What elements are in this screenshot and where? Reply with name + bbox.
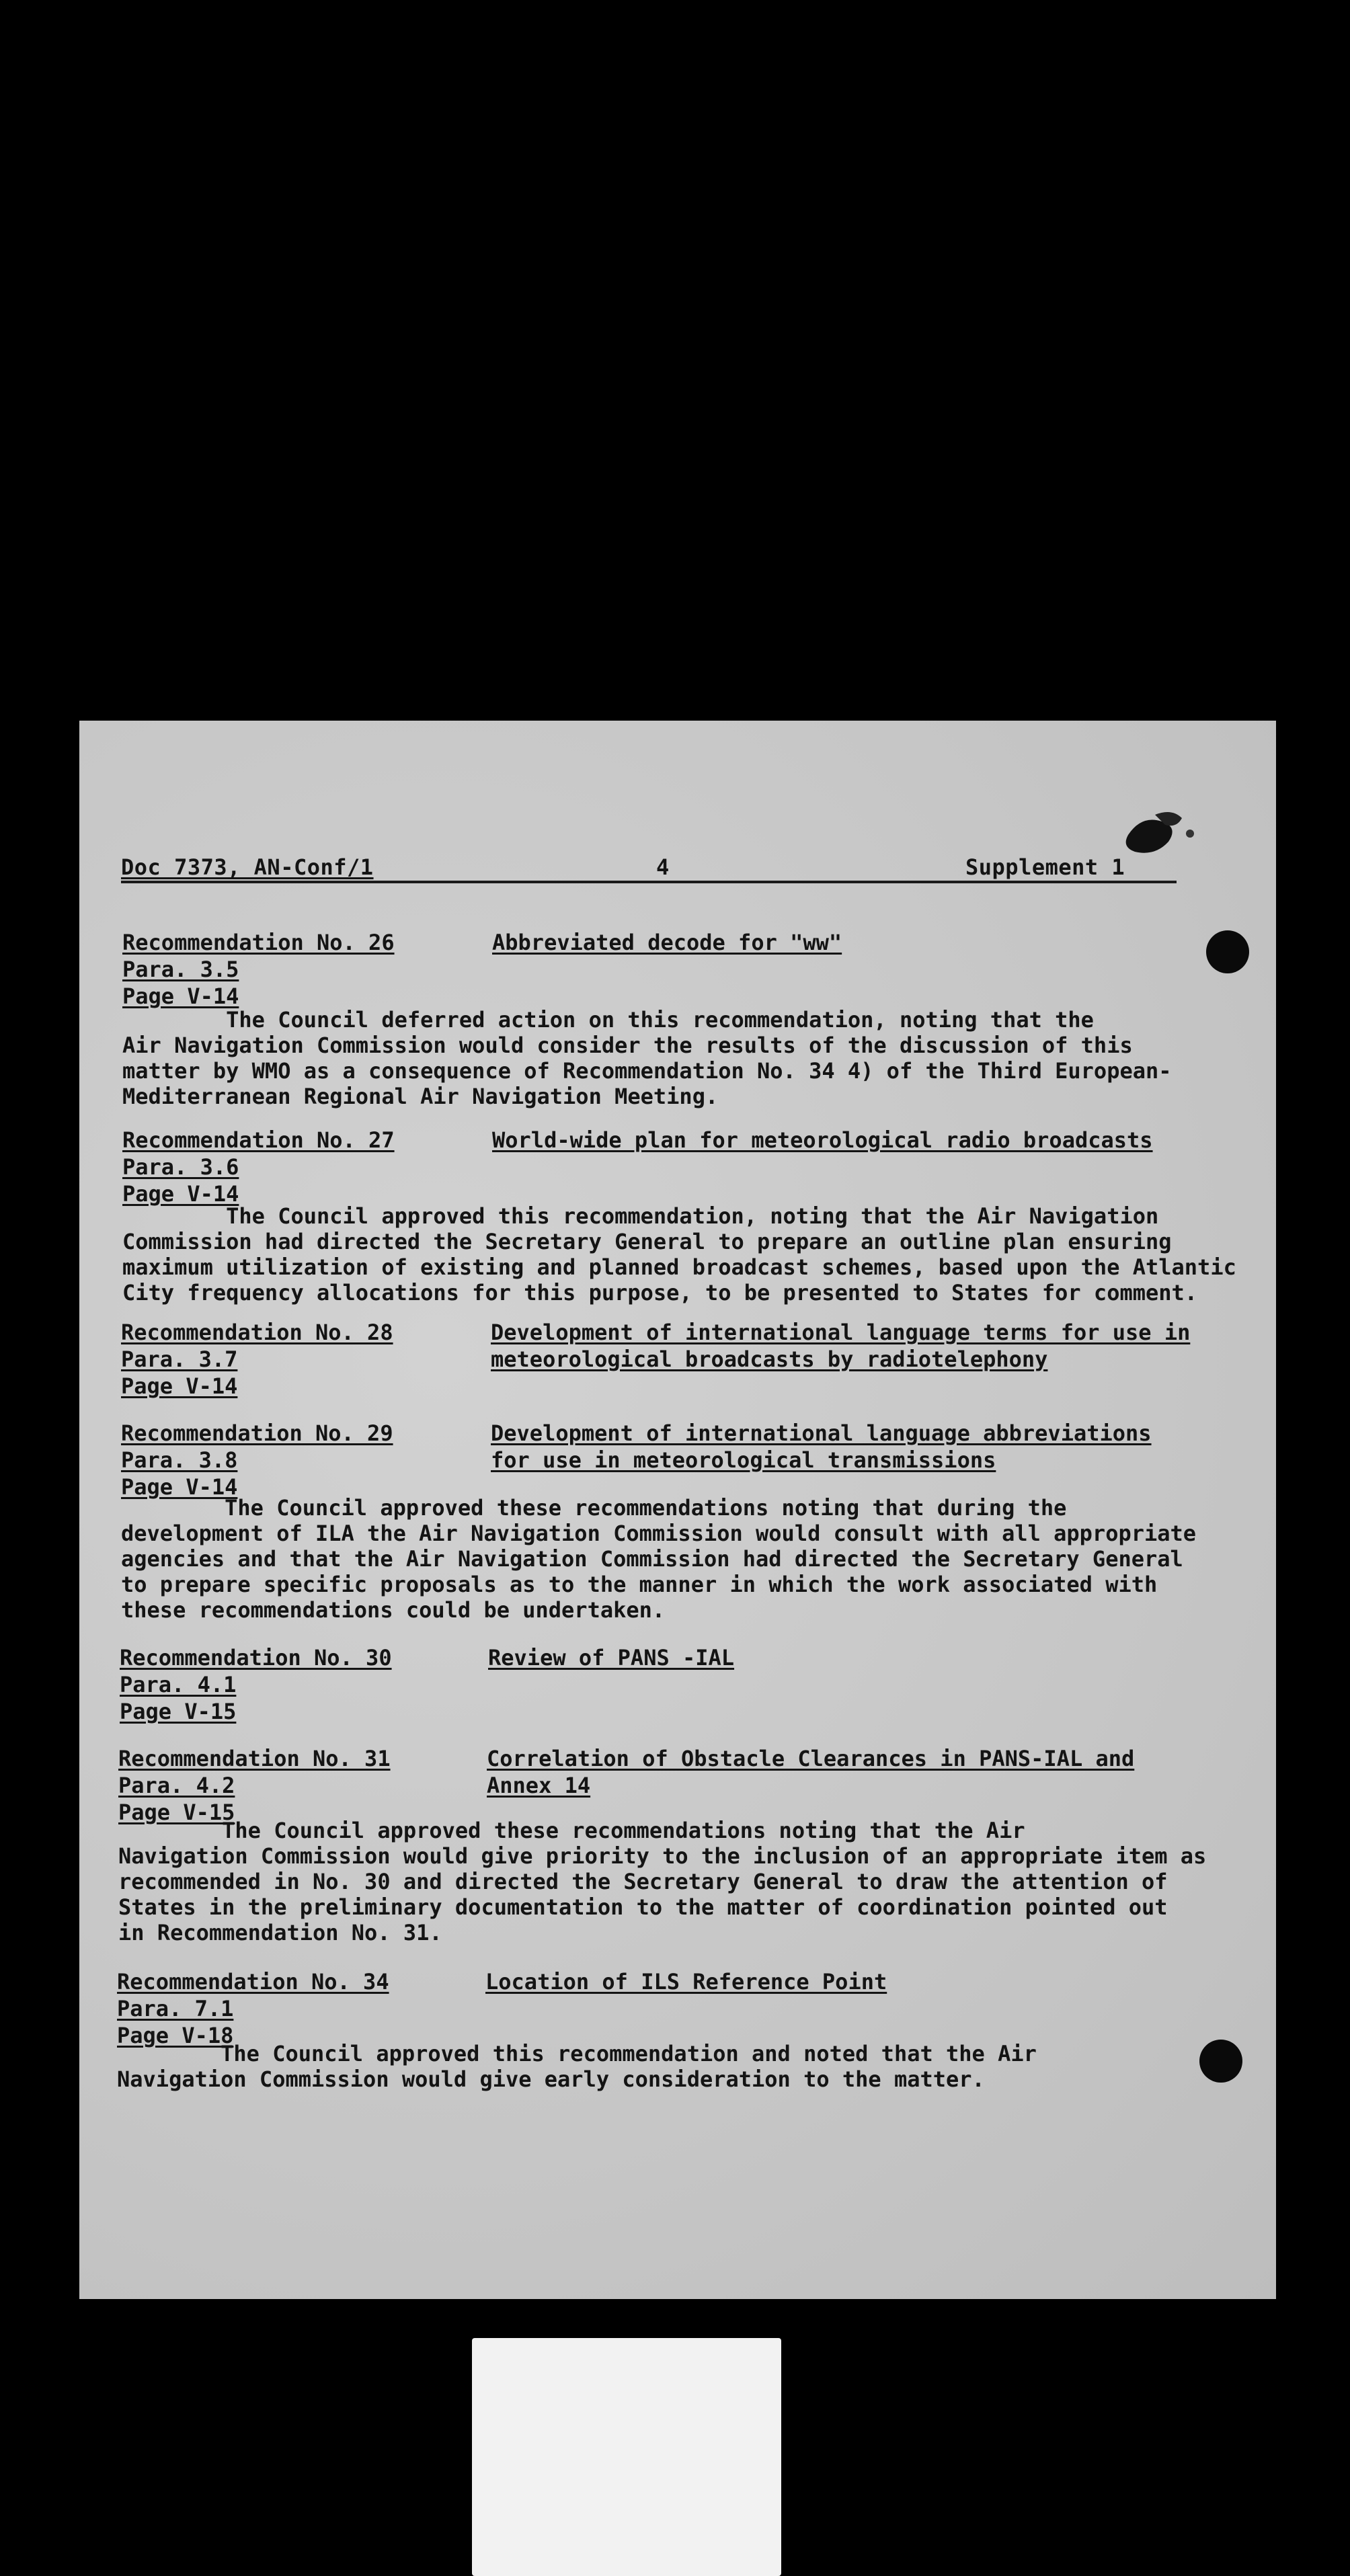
body-line: to prepare specific proposals as to the manner in which the work associated with [121, 1572, 1158, 1597]
body-line: agencies and that the Air Navigation Commission had directed the Secretary General [121, 1546, 1183, 1572]
section-title-line: Location of ILS Reference Point [485, 1969, 887, 1995]
body-line: in Recommendation No. 31. [118, 1920, 442, 1945]
blank-card [472, 2338, 781, 2576]
section-30-refs [120, 1644, 392, 1725]
section-27-body [122, 1203, 1236, 1305]
page-reference: Page V-15 [120, 1699, 237, 1724]
section-34-title [485, 1968, 887, 1995]
body-line: matter by WMO as a consequence of Recommendation No. 34 4) of the Third European- [122, 1058, 1172, 1084]
recommendation-number: Recommendation No. 34 [117, 1969, 389, 1995]
para-reference: Para. 4.1 [120, 1672, 237, 1697]
page-reference: Page V-14 [122, 1181, 239, 1207]
punch-hole-top [1206, 930, 1249, 973]
body-line: States in the preliminary documentation to the matter of coordination pointed out [118, 1894, 1168, 1920]
section-title-line: Correlation of Obstacle Clearances in PANS-IAL and [487, 1746, 1135, 1771]
doc-reference: Doc 7373, AN-Conf/1 [121, 854, 374, 880]
section-31-title [487, 1745, 1134, 1799]
body-line: maximum utilization of existing and planned broadcast schemes, based upon the Atlantic [122, 1254, 1236, 1280]
body-line: Navigation Commission would give priority to the inclusion of an appropriate item as [118, 1843, 1207, 1869]
header-rule [121, 881, 1177, 883]
section-27-refs [122, 1127, 395, 1207]
section-34-body [117, 2041, 1037, 2092]
para-reference: Para. 3.6 [122, 1154, 239, 1180]
body-line: The Council deferred action on this recommendation, noting that the [122, 1007, 1094, 1033]
recommendation-number: Recommendation No. 31 [118, 1746, 391, 1771]
body-line: Navigation Commission would give early consideration to the matter. [117, 2066, 985, 2092]
body-line: recommended in No. 30 and directed the Secretary General to draw the attention of [118, 1869, 1168, 1894]
section-title-line: Development of international language abbreviations [491, 1420, 1152, 1446]
ink-stamp-mark [1115, 795, 1209, 875]
recommendation-number: Recommendation No. 27 [122, 1127, 395, 1153]
recommendation-number: Recommendation No. 29 [121, 1420, 393, 1446]
section-31-refs [118, 1745, 391, 1826]
section-30-title [488, 1644, 734, 1671]
body-line: Air Navigation Commission would consider the results of the discussion of this [122, 1033, 1133, 1058]
section-28-title [491, 1319, 1190, 1373]
para-reference: Para. 7.1 [117, 1996, 234, 2021]
section-29-refs [121, 1420, 393, 1500]
section-31-body [118, 1818, 1206, 1945]
para-reference: Para. 4.2 [118, 1773, 235, 1798]
section-title-line: for use in meteorological transmissions [491, 1447, 996, 1473]
document-page [79, 721, 1276, 2299]
body-line: development of ILA the Air Navigation Commission would consult with all appropriate [121, 1521, 1197, 1546]
body-line: Mediterranean Regional Air Navigation Meeting. [122, 1084, 719, 1109]
section-26-title [492, 929, 842, 956]
page-number: 4 [656, 854, 670, 880]
section-27-title [492, 1127, 1153, 1154]
section-29-body [121, 1495, 1196, 1623]
body-line: The Council approved this recommendation, noting that the Air Navigation [122, 1203, 1159, 1229]
body-line: The Council approved this recommendation and noted that the Air [117, 2041, 1037, 2066]
para-reference: Para. 3.7 [121, 1346, 238, 1372]
section-title-line: Development of international language terms for use in [491, 1320, 1191, 1345]
section-34-refs [117, 1968, 389, 2049]
page-reference: Page V-14 [121, 1474, 238, 1500]
page-reference: Page V-15 [118, 1800, 235, 1825]
page-reference: Page V-14 [121, 1373, 238, 1399]
page-reference: Page V-18 [117, 2023, 234, 2048]
section-28-refs [121, 1319, 393, 1400]
body-line: Commission had directed the Secretary General to prepare an outline plan ensuring [122, 1229, 1172, 1254]
para-reference: Para. 3.8 [121, 1447, 238, 1473]
section-26-body [122, 1007, 1172, 1109]
section-title-line: Review of PANS -IAL [488, 1645, 735, 1671]
section-title-line: Annex 14 [487, 1773, 591, 1798]
section-29-title [491, 1420, 1152, 1474]
recommendation-number: Recommendation No. 28 [121, 1320, 393, 1345]
punch-hole-bottom [1199, 2040, 1242, 2083]
body-line: The Council approved these recommendations noting that the Air [118, 1818, 1025, 1843]
section-title-line: Abbreviated decode for "ww" [492, 930, 842, 955]
body-line: City frequency allocations for this purpose, to be presented to States for comment. [122, 1280, 1198, 1305]
section-26-refs [122, 929, 395, 1010]
supplement-label: Supplement 1 [965, 854, 1125, 880]
body-line: The Council approved these recommendations noting that during the [121, 1495, 1067, 1521]
section-title-line: meteorological broadcasts by radiotelephony [491, 1346, 1048, 1372]
body-line: these recommendations could be undertaken. [121, 1597, 666, 1623]
page-reference: Page V-14 [122, 983, 239, 1009]
section-title-line: World-wide plan for meteorological radio broadcasts [492, 1127, 1153, 1153]
recommendation-number: Recommendation No. 30 [120, 1645, 392, 1671]
para-reference: Para. 3.5 [122, 957, 239, 982]
recommendation-number: Recommendation No. 26 [122, 930, 395, 955]
